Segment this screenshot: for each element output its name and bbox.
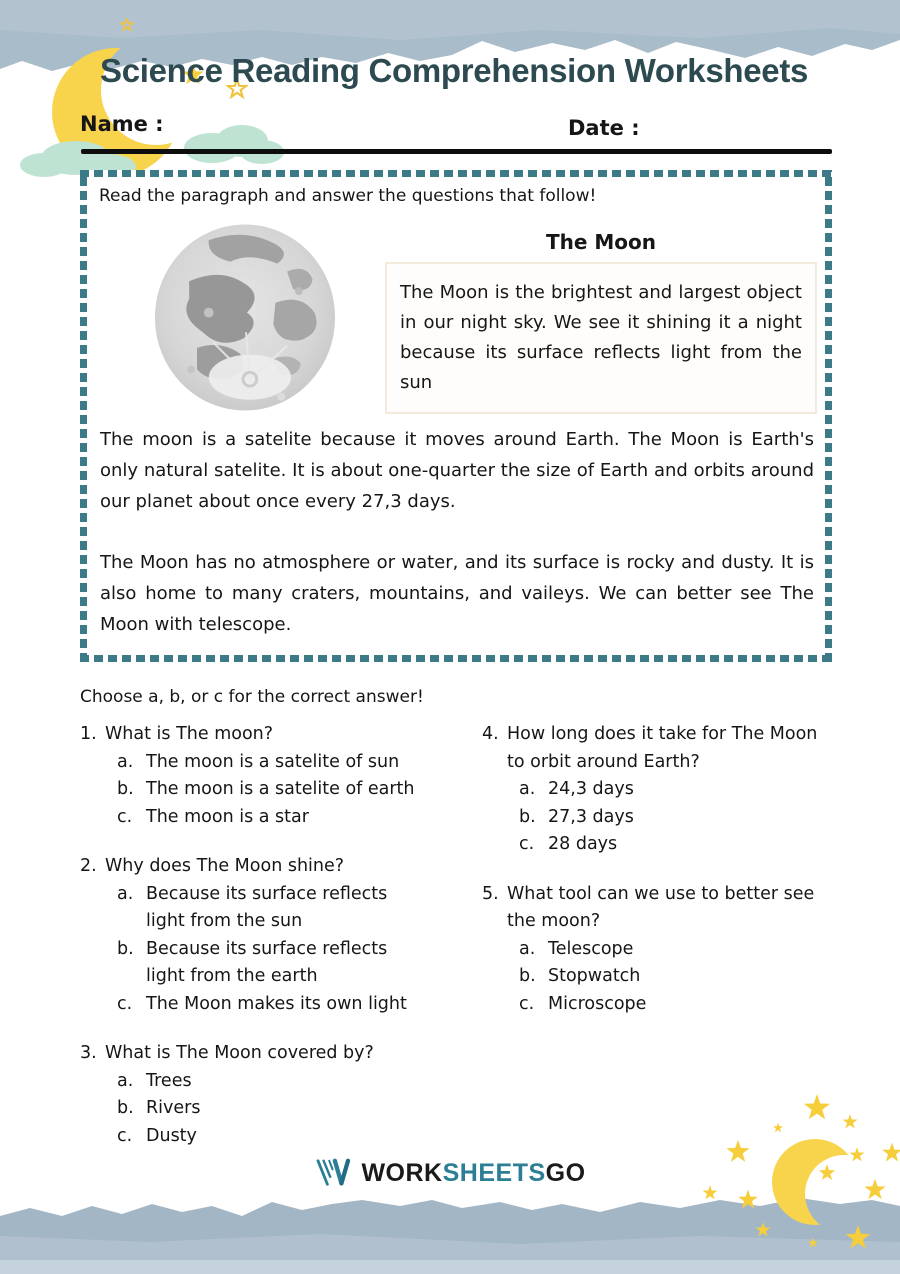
option-text: The moon is a star <box>146 806 309 827</box>
star-outline-icon <box>121 19 133 30</box>
question-line <box>482 721 890 749</box>
question-number: 3. <box>80 1043 97 1063</box>
logo-sheets: SHEETS <box>442 1158 546 1187</box>
option-letter: b. <box>117 938 134 959</box>
page-title: Science Reading Comprehension Worksheets <box>100 52 809 89</box>
passage-instruction: Read the paragraph and answer the questions that follow! <box>99 186 597 206</box>
question-line <box>482 881 890 909</box>
passage-paragraph-2: The moon is a satelite because it moves around Earth. The Moon is Earth's only natural satelite. It is about one-quarter the size of Earth and orbits around our planet about once every 27,3 days. <box>100 429 814 512</box>
option-line <box>519 991 890 1019</box>
options-list <box>482 776 890 859</box>
options-list <box>80 1068 484 1151</box>
question <box>80 853 484 1018</box>
question-number: 5. <box>482 883 499 904</box>
question-text: What is The Moon covered by? <box>105 1043 374 1063</box>
question-line <box>80 721 484 749</box>
header-divider <box>81 149 832 154</box>
option-letter: c. <box>117 1125 133 1146</box>
option-line <box>117 1095 484 1123</box>
option-line <box>117 1123 484 1151</box>
quiz-instruction: Choose a, b, or c for the correct answer! <box>80 687 424 707</box>
question <box>482 881 890 1019</box>
question-line <box>80 853 484 881</box>
question-text: What tool can we use to better see <box>507 883 815 904</box>
name-label: Name : <box>80 112 164 136</box>
option-line <box>117 749 484 777</box>
date-label: Date : <box>568 116 640 140</box>
option-text: Dusty <box>146 1125 197 1146</box>
option-line <box>519 963 890 991</box>
option-text: The Moon makes its own light <box>146 993 407 1014</box>
option-line <box>519 804 890 832</box>
option-line <box>117 804 484 832</box>
moon-stars-decoration <box>670 1076 900 1274</box>
question-line <box>80 1040 484 1068</box>
question-text-continued: to orbit around Earth? <box>507 751 700 772</box>
option-text: Stopwatch <box>548 966 641 986</box>
option-letter: b. <box>519 806 536 827</box>
option-line <box>519 776 890 804</box>
option-text: The moon is a satelite of sun <box>146 751 400 772</box>
option-letter: a. <box>519 938 536 959</box>
option-letter: b. <box>117 779 134 799</box>
option-line <box>117 776 484 804</box>
question-number: 2. <box>80 856 97 876</box>
question-number: 1. <box>80 724 97 744</box>
option-line <box>117 936 484 964</box>
options-list <box>80 749 484 832</box>
question <box>482 721 890 859</box>
quiz-column-right <box>482 721 890 1040</box>
cloud-right-icon <box>184 125 284 164</box>
option-text: 24,3 days <box>548 779 634 799</box>
moon-photo <box>152 222 338 414</box>
question <box>80 721 484 831</box>
question-text-continued: the moon? <box>507 911 601 931</box>
question <box>80 1040 484 1150</box>
option-text: 28 days <box>548 834 618 854</box>
quiz-column-left <box>80 721 484 1172</box>
option-letter: a. <box>519 779 536 799</box>
options-list <box>482 936 890 1019</box>
question-text: Why does The Moon shine? <box>105 856 345 876</box>
option-letter: b. <box>117 1098 134 1118</box>
logo-work: WORK <box>361 1158 443 1187</box>
option-text: Rivers <box>146 1098 201 1118</box>
worksheetsgo-logo-icon <box>314 1158 352 1188</box>
option-text: Because its surface reflects <box>146 938 388 959</box>
option-text: Trees <box>146 1070 192 1091</box>
option-letter: c. <box>117 993 133 1014</box>
moon-clouds-decoration <box>14 18 284 190</box>
option-line <box>117 1068 484 1096</box>
option-letter: c. <box>519 834 535 854</box>
crescent-moon-icon <box>772 1139 858 1225</box>
option-letter: b. <box>519 966 536 986</box>
question-text: What is The moon? <box>105 724 274 744</box>
option-text: The moon is a satelite of earth <box>146 779 415 799</box>
option-letter: a. <box>117 751 134 772</box>
intro-box: The Moon is the brightest and largest object in our night sky. We see it shining it a night because its surface reflects light from the sun <box>385 262 817 414</box>
passage-paragraph-3: The Moon has no atmosphere or water, and its surface is rocky and dusty. It is also home to many craters, mountains, and vaileys. We can better see The Moon with telescope. <box>100 552 814 635</box>
option-text: Telescope <box>548 938 634 959</box>
question-text: How long does it take for The Moon <box>507 724 818 744</box>
options-list <box>80 881 484 1019</box>
passage-heading: The Moon <box>545 230 657 254</box>
option-letter: a. <box>117 883 134 904</box>
option-text: Microscope <box>548 993 647 1014</box>
option-letter: a. <box>117 1070 134 1091</box>
logo-go: GO <box>545 1158 586 1187</box>
option-text: Because its surface reflects <box>146 883 388 904</box>
option-line <box>117 881 484 909</box>
option-text: 27,3 days <box>548 806 634 827</box>
option-line <box>519 936 890 964</box>
option-text-continued: light from the earth <box>146 966 318 986</box>
option-line <box>519 831 890 859</box>
option-text-continued: light from the sun <box>146 911 303 931</box>
option-line <box>117 991 484 1019</box>
worksheetsgo-logo-text <box>361 1159 585 1188</box>
option-letter: c. <box>117 806 133 827</box>
question-number: 4. <box>482 724 499 744</box>
option-letter: c. <box>519 993 535 1014</box>
